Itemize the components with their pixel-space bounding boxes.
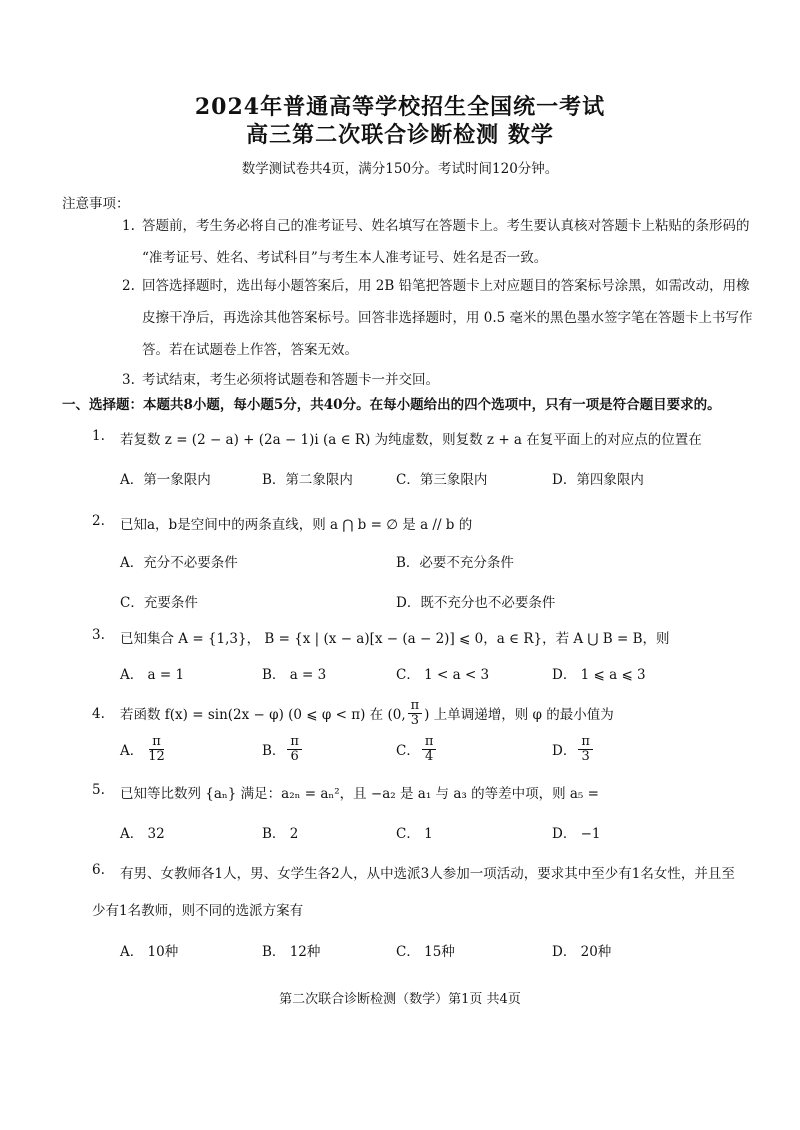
fraction-numerator: π — [149, 735, 164, 750]
notice-item-2-line1: 回答选择题时，选出每小题答案后，用 2B 铅笔把答题卡上对应题目的答案标号涂黑，如需改动，用橡 — [142, 278, 750, 294]
question-4-option-b — [262, 735, 304, 763]
question-3-number: 3. — [92, 627, 105, 643]
option-label: D． — [552, 743, 577, 760]
option-fraction — [145, 735, 168, 763]
question-1-option-a: A．第一象限内 — [120, 472, 211, 488]
question-5-option-c: C． 1 — [396, 826, 433, 842]
question-1-stem: 若复数 z = (2 − a) + (2a − 1)i (a ∈ R) 为纯虚数，则复数 z + a 在复平面上的对应点的位置在 — [120, 432, 702, 448]
page-footer: 第二次联合诊断检测（数学）第1页 共4页 — [279, 992, 521, 1007]
notice-item-1-number: 1. — [122, 218, 135, 234]
question-2-stem: 已知a，b是空间中的两条直线，则 a ⋂ b = ∅ 是 a // b 的 — [120, 517, 473, 533]
question-1-number: 1. — [92, 428, 105, 444]
exam-info: 数学测试卷共4页，满分150分。考试时间120分钟。 — [241, 161, 559, 177]
question-3-option-a: A． a = 1 — [120, 667, 185, 683]
notice-item-1-line2: “准考证号、姓名、考试科目”与考生本人准考证号、姓名是否一致。 — [142, 250, 548, 266]
option-label: B． — [262, 743, 286, 760]
question-4-option-c — [396, 735, 438, 763]
notice-item-3-number: 3. — [122, 372, 135, 388]
question-2-number: 2. — [92, 513, 105, 529]
question-3-stem: 已知集合 A = {1,3}， B = {x | (x − a)[x − (a − 2)] ⩽ 0，a ∈ R}，若 A ⋃ B = B，则 — [120, 631, 670, 647]
question-3-option-c: C． 1 < a < 3 — [396, 667, 490, 683]
question-4-stem-part1: 若函数 f(x) = sin(2x − φ) (0 ⩽ φ < π) 在 (0, — [120, 707, 406, 723]
fraction-denominator: 12 — [148, 748, 165, 764]
fraction-denominator: 3 — [410, 712, 420, 728]
fraction-numerator: π — [578, 735, 593, 750]
question-1-option-b: B．第二象限内 — [262, 472, 353, 488]
section-heading: 一、选择题：本题共8小题，每小题5分，共40分。在每小题给出的四个选项中，只有一项是符合题目要求的。 — [62, 397, 721, 413]
option-fraction — [578, 735, 593, 763]
option-label: C． — [396, 743, 420, 760]
question-6-option-c: C． 15种 — [396, 944, 455, 960]
exam-title: 2024年普通高等学校招生全国统一考试 — [194, 94, 606, 120]
question-3-option-b: B． a = 3 — [262, 667, 327, 683]
question-2-option-c: C．充要条件 — [120, 595, 198, 611]
question-4-stem — [120, 695, 614, 731]
question-2-option-a: A．充分不必要条件 — [120, 555, 238, 571]
question-6-number: 6. — [92, 862, 105, 878]
question-1-option-d: D．第四象限内 — [552, 472, 644, 488]
question-4-number: 4. — [92, 706, 105, 722]
question-5-option-b: B． 2 — [262, 826, 299, 842]
option-fraction — [422, 735, 437, 763]
question-4-option-d — [552, 735, 595, 763]
question-5-option-d: D． −1 — [552, 826, 601, 842]
question-4-option-a — [120, 735, 170, 763]
question-4-stem-part2: ) 上单调递增，则 φ 的最小值为 — [424, 707, 614, 723]
question-2-option-b: B．必要不充分条件 — [396, 555, 514, 571]
question-6-option-b: B． 12种 — [262, 944, 321, 960]
fraction-denominator: 4 — [424, 748, 434, 764]
question-3-option-d: D． 1 ⩽ a ⩽ 3 — [552, 667, 646, 683]
question-6-option-a: A． 10种 — [120, 944, 179, 960]
exam-subtitle: 高三第二次联合诊断检测 数学 — [246, 122, 554, 148]
fraction-numerator: π — [287, 735, 302, 750]
question-1-option-c: C．第三象限内 — [396, 472, 488, 488]
question-5-option-a: A． 32 — [120, 826, 165, 842]
question-4-stem-fraction — [408, 699, 423, 727]
question-6-option-d: D． 20种 — [552, 944, 612, 960]
question-6-stem-line2: 少有1名教师，则不同的选派方案有 — [92, 903, 304, 919]
fraction-denominator: 6 — [290, 748, 299, 764]
notice-item-2-line2: 皮擦干净后，再选涂其他答案标号。回答非选择题时，用 0.5 毫米的黑色墨水签字笔在答题卡上书写作 — [142, 310, 753, 326]
notice-item-2-line3: 答。若在试题卷上作答，答案无效。 — [142, 342, 358, 358]
notice-heading: 注意事项： — [62, 196, 130, 212]
option-label: A． — [120, 743, 144, 760]
fraction-denominator: 3 — [581, 748, 590, 764]
fraction-numerator: π — [408, 699, 423, 714]
question-5-stem: 已知等比数列 {aₙ} 满足：a₂ₙ = aₙ²，且 −a₂ 是 a₁ 与 a₃ 的等差中项，则 a₅ = — [120, 786, 599, 802]
notice-item-1-line1: 答题前，考生务必将自己的准考证号、姓名填写在答题卡上。考生要认真核对答题卡上粘贴的条形码的 — [142, 218, 750, 234]
notice-item-3-line1: 考试结束，考生必须将试题卷和答题卡一并交回。 — [142, 372, 439, 388]
question-2-option-d: D．既不充分也不必要条件 — [396, 595, 556, 611]
fraction-numerator: π — [422, 735, 437, 750]
question-6-stem-line1: 有男、女教师各1人，男、女学生各2人，从中选派3人参加一项活动，要求其中至少有1名女性，并且至 — [120, 866, 735, 882]
question-5-number: 5. — [92, 782, 105, 798]
option-fraction — [287, 735, 302, 763]
notice-item-2-number: 2. — [122, 278, 135, 294]
